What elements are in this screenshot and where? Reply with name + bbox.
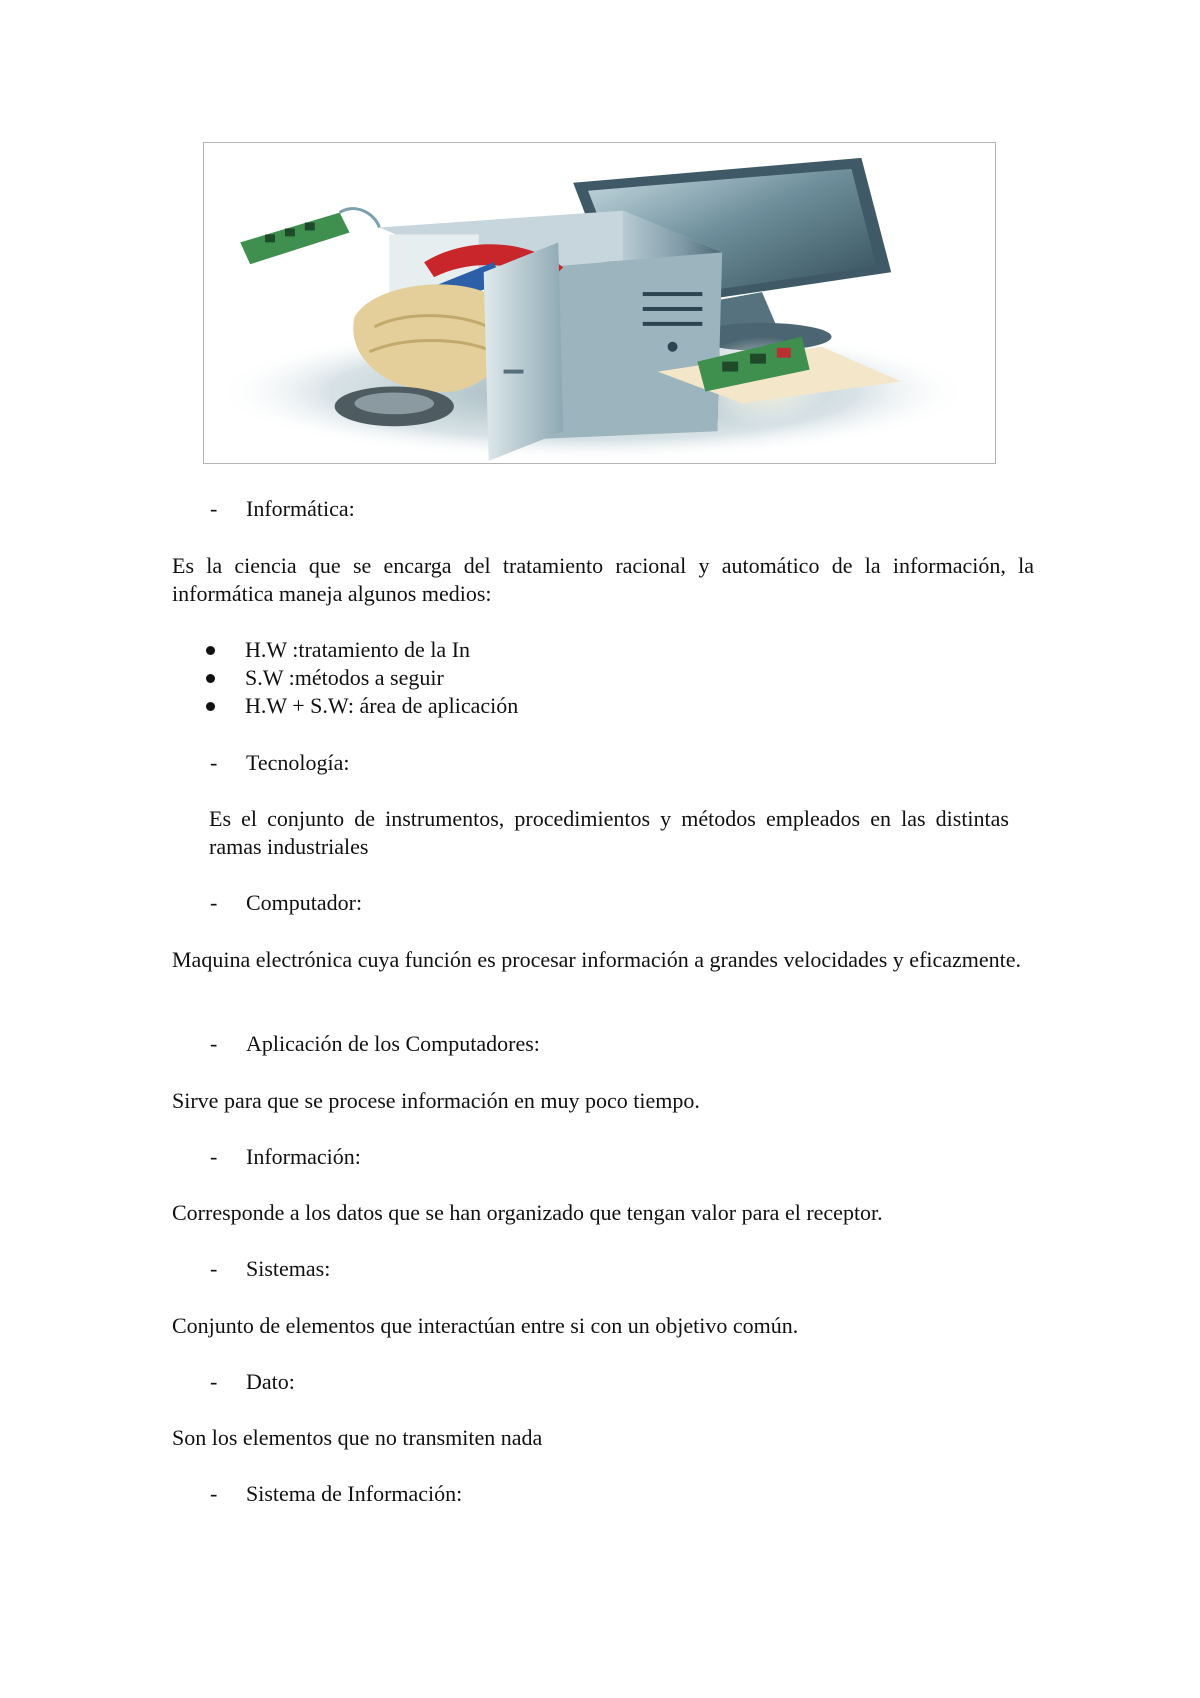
paragraph-dato: Son los elementos que no transmiten nada [172,1425,543,1450]
bullet-item [172,692,518,720]
section-heading-dato [210,1368,295,1396]
bullet-text: S.W :métodos a seguir [245,665,444,690]
bullet-dot-icon [206,646,215,655]
dash-marker: - [210,750,218,775]
bullet-dot-icon [206,674,215,683]
dash-marker: - [210,1369,218,1394]
memory-module-icon [240,209,379,265]
heading-label: Dato: [246,1369,295,1394]
heading-label: Informática: [246,496,355,521]
heading-label: Tecnología: [246,750,350,775]
section-heading-tecnologia [210,749,350,777]
dash-marker: - [210,496,218,521]
bullet-item [172,636,518,664]
section-heading-aplicacion [210,1030,540,1058]
heading-label: Sistemas: [246,1256,331,1281]
section-heading-sistema-informacion [210,1480,463,1508]
paragraph-sistemas: Conjunto de elementos que interactúan entre si con un objetivo común. [172,1313,799,1338]
computer-hardware-icon [204,143,995,463]
bullet-list [172,636,518,720]
dash-marker: - [210,1144,218,1169]
paragraph-informatica: Es la ciencia que se encarga del tratamiento racional y automático de la información, la informática maneja algunos medios: [172,553,1034,606]
paragraph-informacion: Corresponde a los datos que se han organizado que tengan valor para el receptor. [172,1200,883,1225]
bullet-dot-icon [206,702,215,711]
bullet-text: H.W + S.W: área de aplicación [245,693,519,718]
section-heading-computador [210,889,363,917]
heading-label: Computador: [246,890,363,915]
dash-marker: - [210,1256,218,1281]
heading-label: Sistema de Información: [246,1481,463,1506]
dash-marker: - [210,1031,218,1056]
section-heading-sistemas [210,1255,331,1283]
paragraph-computador: Maquina electrónica cuya función es procesar información a grandes velocidades y eficazmente. [172,947,1022,972]
computer-illustration [203,142,996,464]
section-heading-informatica [210,495,355,523]
dash-marker: - [210,1481,218,1506]
bullet-text: H.W :tratamiento de la In [245,637,471,662]
paragraph-aplicacion: Sirve para que se procese información en muy poco tiempo. [172,1088,700,1113]
bullet-item [172,664,518,692]
heading-label: Información: [246,1144,361,1169]
heading-label: Aplicación de los Computadores: [246,1031,540,1056]
section-heading-informacion [210,1143,361,1171]
dash-marker: - [210,890,218,915]
paragraph-tecnologia: Es el conjunto de instrumentos, procedimientos y métodos empleados en las distintas ramas industriales [209,806,1009,859]
